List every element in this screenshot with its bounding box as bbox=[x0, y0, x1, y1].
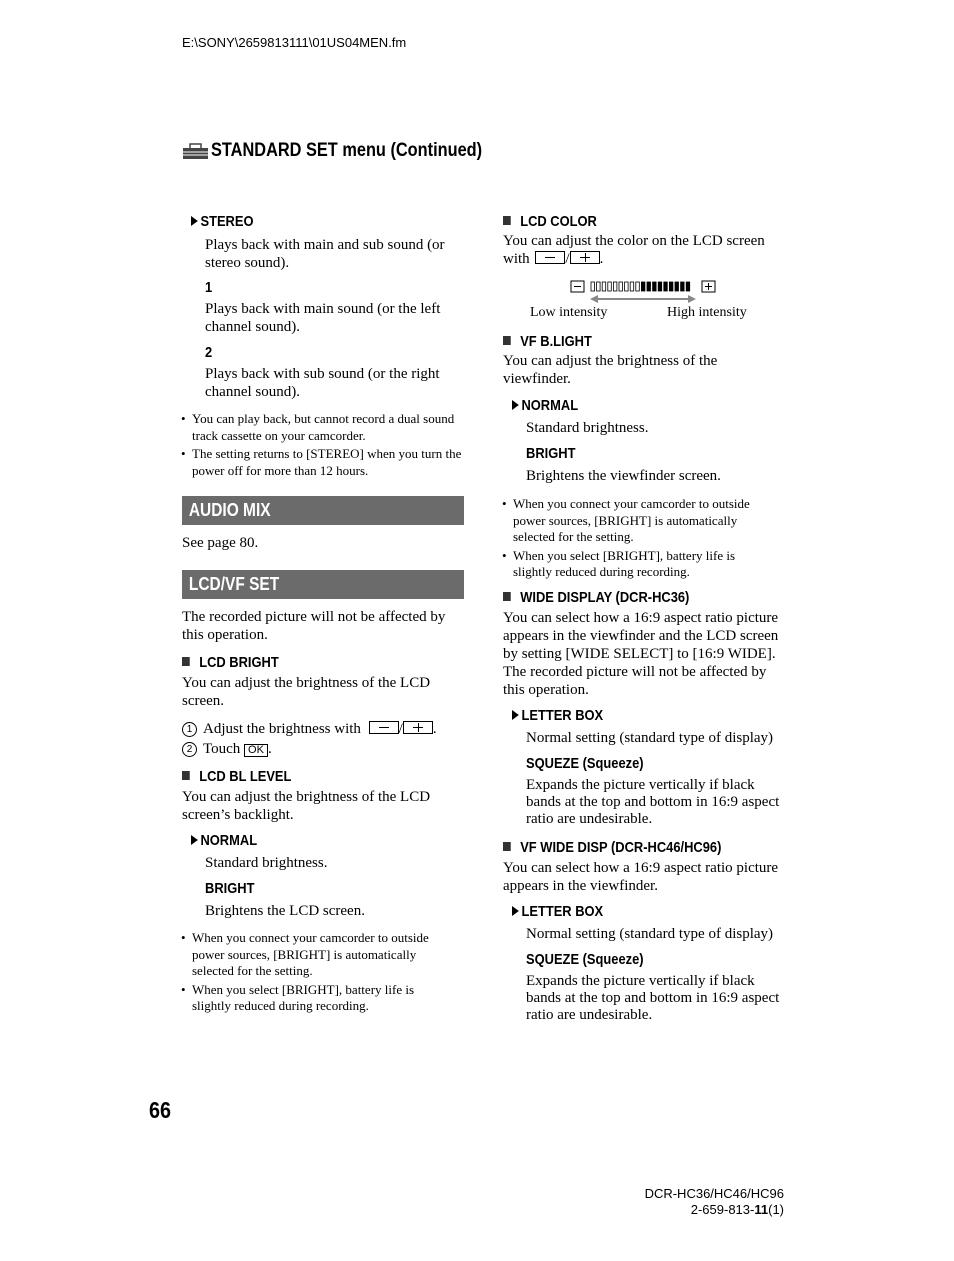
triangle-right-icon bbox=[191, 216, 198, 226]
color-intensity-scale-icon bbox=[568, 278, 718, 304]
option-normal bbox=[191, 832, 257, 850]
option-letter-box bbox=[512, 707, 603, 725]
square-icon bbox=[182, 771, 190, 780]
option-stereo bbox=[191, 213, 254, 231]
minus-key-icon bbox=[369, 721, 399, 734]
item-text: You can adjust the brightness of the viewfinder. bbox=[503, 353, 718, 387]
toolbox-icon bbox=[182, 143, 209, 160]
section-bar-audio-mix bbox=[182, 496, 464, 525]
option-label: NORMAL bbox=[521, 397, 579, 414]
square-icon bbox=[503, 842, 511, 851]
item-lcd-color bbox=[503, 213, 597, 231]
step-number: 1 bbox=[182, 722, 197, 737]
page-number: 66 bbox=[149, 1097, 172, 1123]
item-text: You can adjust the brightness of the LCD screen. bbox=[182, 675, 431, 709]
note-item: • When you connect your camcorder to outside power sources, [BRIGHT] is automatically selected for the setting. bbox=[502, 496, 770, 546]
square-icon bbox=[503, 216, 511, 225]
file-path: E:\SONY\2659813111\01US04MEN.fm bbox=[182, 35, 407, 50]
option-desc: Normal setting (standard type of display) bbox=[526, 730, 774, 746]
item-vf-blight bbox=[503, 333, 592, 351]
option-desc: Plays back with sub sound (or the right channel sound). bbox=[205, 366, 440, 400]
item-text: You can adjust the color on the LCD screen with / . bbox=[503, 233, 765, 267]
notes-list bbox=[181, 411, 464, 479]
option-desc: Expands the picture vertically if black bands at the top and bottom in 16:9 aspect ratio are undesirable. bbox=[526, 973, 780, 1023]
triangle-right-icon bbox=[512, 906, 519, 916]
lcd-vf-text: The recorded picture will not be affected by this operation. bbox=[182, 609, 446, 643]
ok-button-icon: OK bbox=[244, 744, 268, 757]
triangle-right-icon bbox=[512, 400, 519, 410]
item-wide-display bbox=[503, 589, 689, 607]
item-vf-wide-disp bbox=[503, 839, 721, 857]
notes-list bbox=[181, 930, 451, 1015]
plus-key-icon bbox=[570, 251, 600, 264]
note-item: • You can play back, but cannot record a dual sound track cassette on your camcorder. bbox=[181, 411, 464, 444]
option-label: LETTER BOX bbox=[521, 707, 604, 724]
part-code: 2-659-813-11(1) bbox=[690, 1202, 784, 1217]
note-item: • When you select [BRIGHT], battery life is slightly reduced during recording. bbox=[502, 548, 770, 581]
item-title: LCD BRIGHT bbox=[199, 654, 279, 671]
option-desc: Brightens the viewfinder screen. bbox=[526, 468, 721, 484]
step-text: Adjust the brightness with bbox=[203, 721, 361, 737]
step-2: 2 Touch OK . bbox=[182, 740, 272, 758]
section-title: AUDIO MIX bbox=[188, 500, 271, 520]
page-title: STANDARD SET menu (Continued) bbox=[211, 140, 483, 161]
section-title: LCD/VF SET bbox=[188, 574, 280, 594]
square-icon bbox=[503, 336, 511, 345]
option-letter-box bbox=[512, 903, 603, 921]
step-1: 1 Adjust the brightness with / . bbox=[182, 720, 437, 738]
option-desc: Standard brightness. bbox=[205, 855, 328, 871]
minus-key-icon bbox=[535, 251, 565, 264]
item-text-content: You can adjust the color on the LCD screen with bbox=[503, 233, 765, 267]
option-desc: Expands the picture vertically if black bands at the top and bottom in 16:9 aspect ratio are undesirable. bbox=[526, 777, 780, 827]
low-intensity-label: Low intensity bbox=[530, 305, 608, 320]
option-1-label: 1 bbox=[205, 279, 213, 296]
option-squeeze-label: SQUEZE (Squeeze) bbox=[526, 755, 644, 772]
square-icon bbox=[503, 592, 511, 601]
high-intensity-label: High intensity bbox=[667, 305, 747, 320]
note-item: • When you select [BRIGHT], battery life is slightly reduced during recording. bbox=[181, 982, 451, 1015]
step-text: Touch bbox=[203, 741, 241, 757]
model-number: DCR-HC36/HC46/HC96 bbox=[644, 1186, 784, 1201]
item-title: VF WIDE DISP (DCR-HC46/HC96) bbox=[520, 839, 722, 856]
note-item: • The setting returns to [STEREO] when you turn the power off for more than 12 hours. bbox=[181, 446, 464, 479]
item-text: You can adjust the brightness of the LCD screen’s backlight. bbox=[182, 789, 431, 823]
step-number: 2 bbox=[182, 742, 197, 757]
item-text: You can select how a 16:9 aspect ratio picture appears in the viewfinder and the LCD screen by setting [WIDE SELECT] to [16:9 WIDE]. The recorded picture will not be affected by this operation. bbox=[503, 610, 779, 698]
item-text: You can select how a 16:9 aspect ratio picture appears in the viewfinder. bbox=[503, 860, 779, 894]
triangle-right-icon bbox=[191, 835, 198, 845]
option-label: NORMAL bbox=[200, 832, 258, 849]
square-icon bbox=[182, 657, 190, 666]
notes-list bbox=[502, 496, 770, 581]
item-lcd-bright bbox=[182, 654, 279, 672]
option-normal bbox=[512, 397, 578, 415]
option-desc: Standard brightness. bbox=[526, 420, 649, 436]
note-item: • When you connect your camcorder to outside power sources, [BRIGHT] is automatically selected for the setting. bbox=[181, 930, 451, 980]
item-title: LCD BL LEVEL bbox=[199, 768, 292, 785]
item-title: LCD COLOR bbox=[520, 213, 597, 230]
option-bright-label: BRIGHT bbox=[526, 445, 576, 462]
footer-model-block bbox=[645, 1186, 784, 1218]
plus-key-icon bbox=[403, 721, 433, 734]
option-2-label: 2 bbox=[205, 344, 213, 361]
item-title: WIDE DISPLAY (DCR-HC36) bbox=[520, 589, 690, 606]
option-bright-label: BRIGHT bbox=[205, 880, 255, 897]
option-desc: Normal setting (standard type of display) bbox=[526, 926, 774, 942]
item-lcd-bl-level bbox=[182, 768, 291, 786]
option-label: STEREO bbox=[200, 213, 254, 230]
item-title: VF B.LIGHT bbox=[520, 333, 592, 350]
option-label: LETTER BOX bbox=[521, 903, 604, 920]
option-desc: Brightens the LCD screen. bbox=[205, 903, 365, 919]
option-squeeze-label: SQUEZE (Squeeze) bbox=[526, 951, 644, 968]
triangle-right-icon bbox=[512, 710, 519, 720]
option-desc: Plays back with main and sub sound (or stereo sound). bbox=[205, 237, 445, 271]
audio-mix-text: See page 80. bbox=[182, 535, 259, 551]
section-bar-lcd-vf-set bbox=[182, 570, 464, 599]
option-desc: Plays back with main sound (or the left channel sound). bbox=[205, 301, 441, 335]
